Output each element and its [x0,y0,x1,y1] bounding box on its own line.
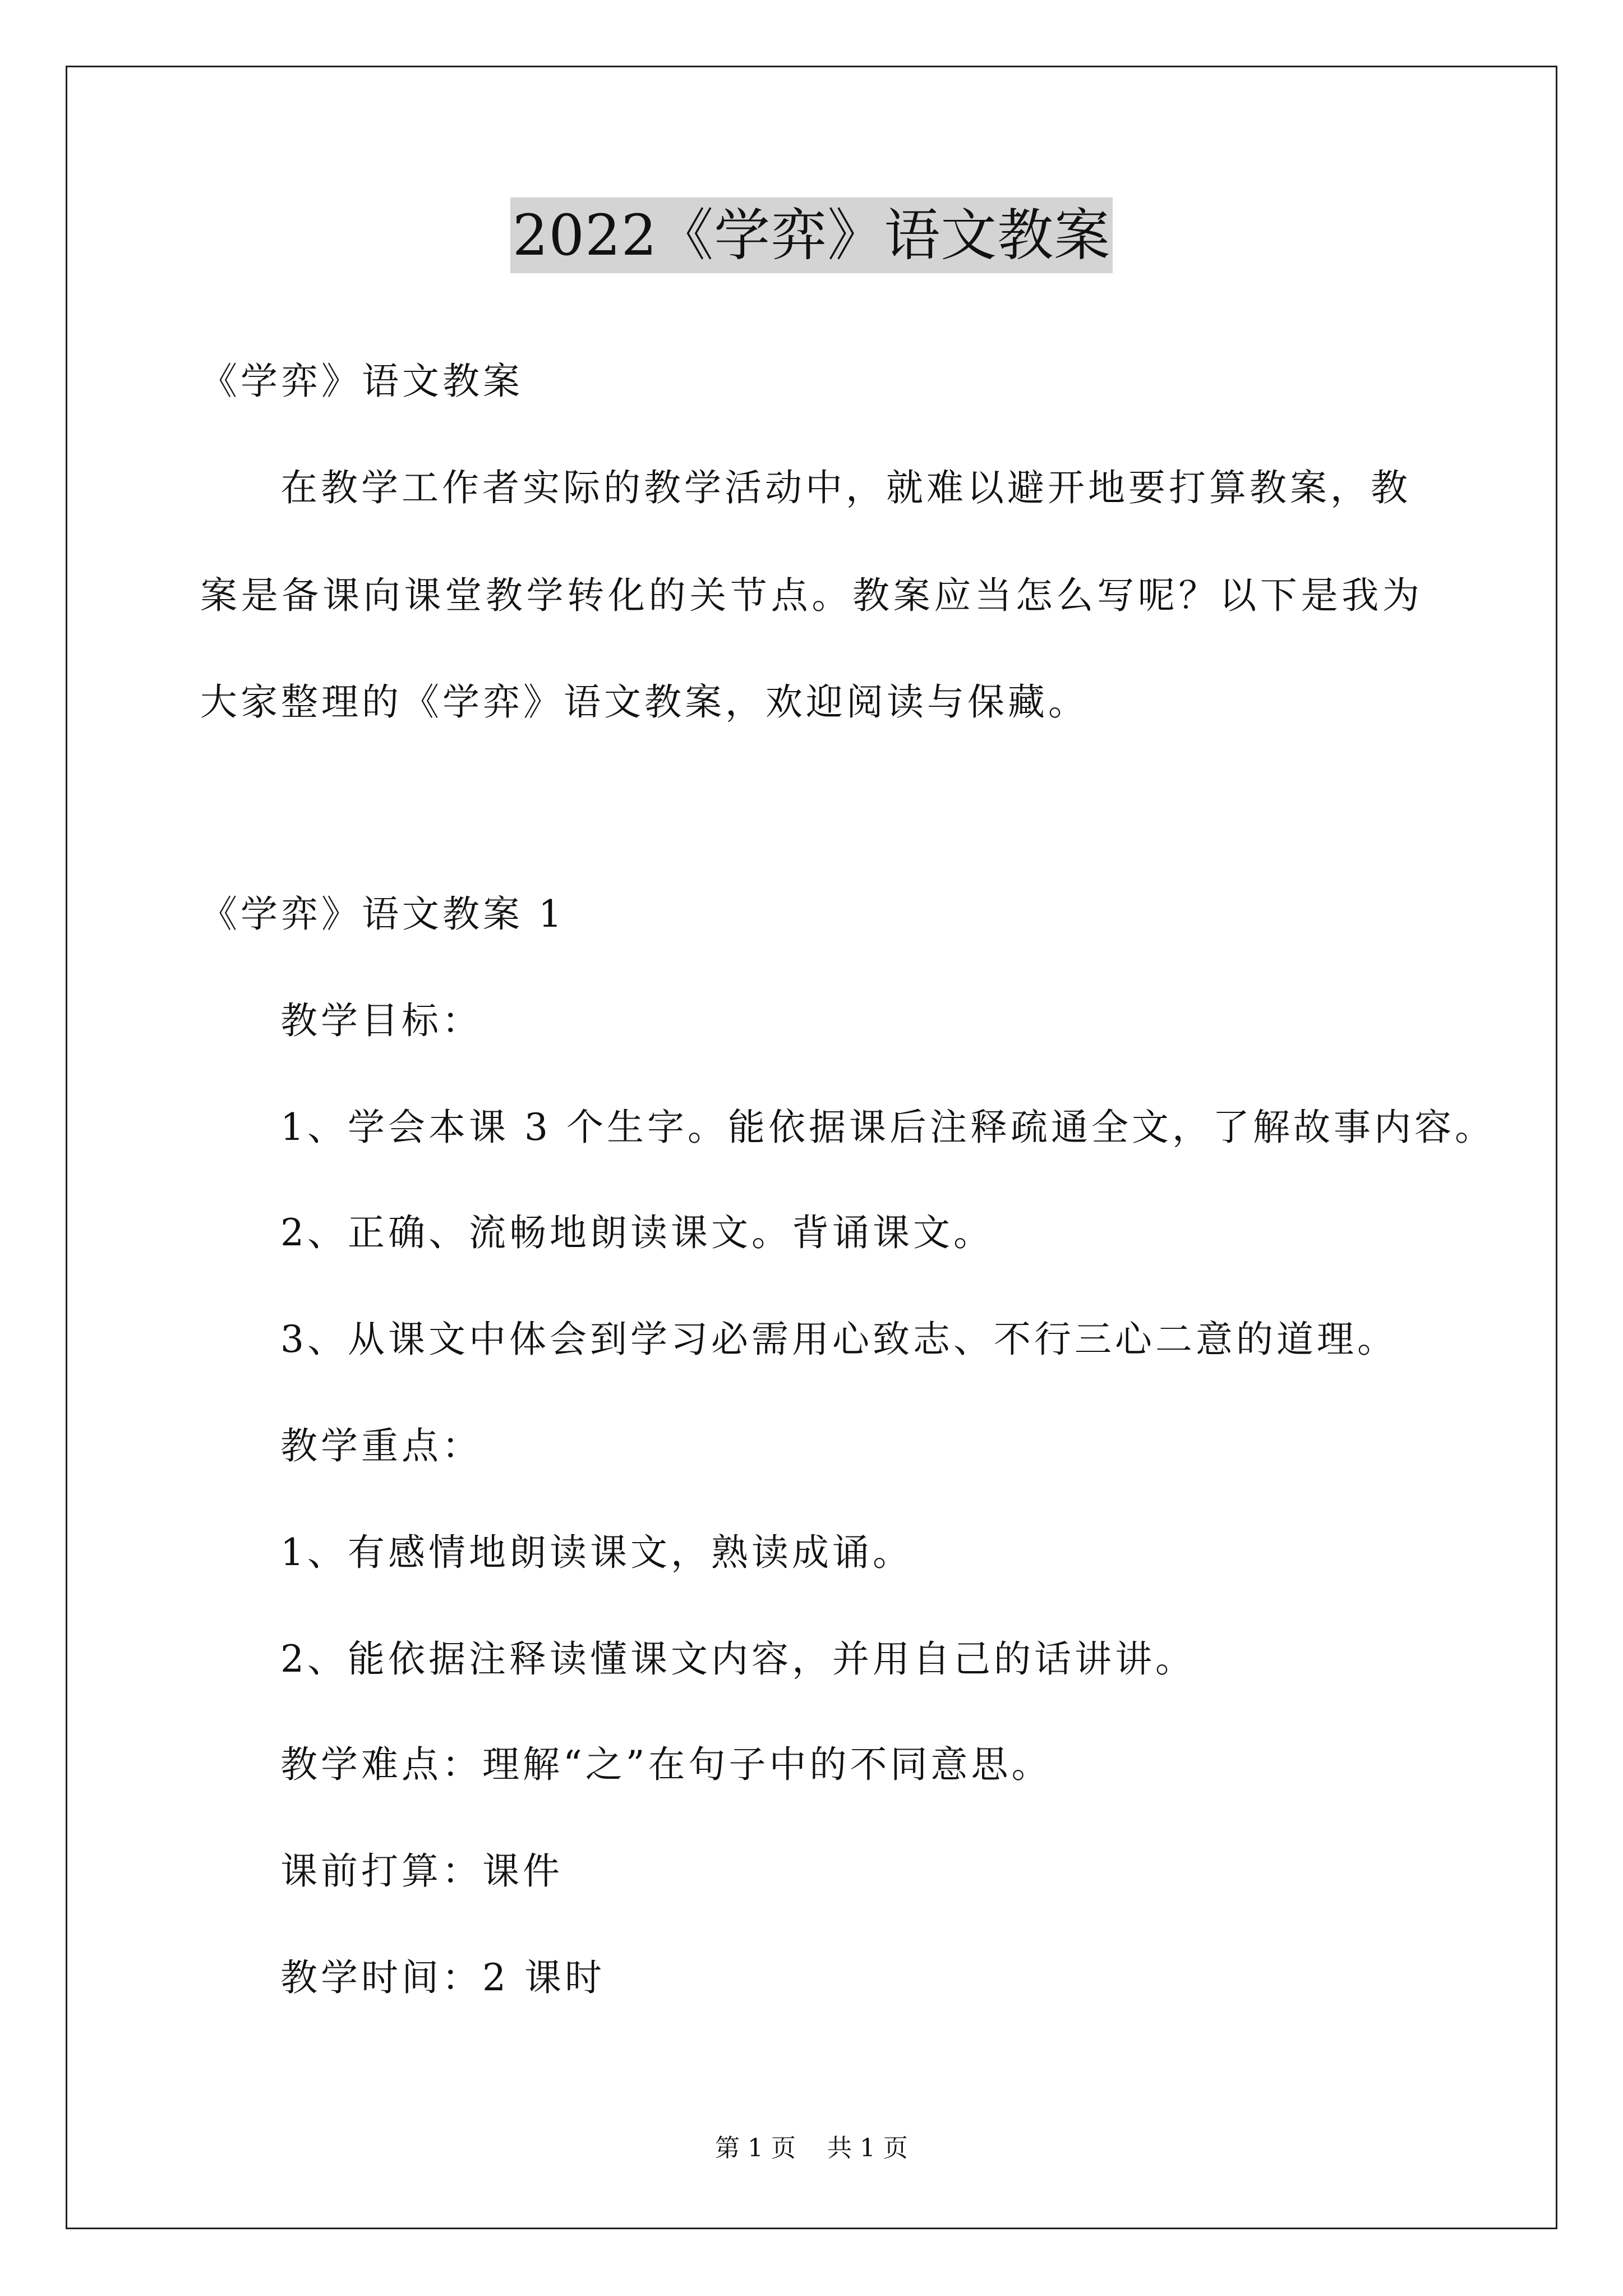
intro-line-1: 在教学工作者实际的教学活动中，就难以避开地要打算教案，教 [280,466,1411,509]
intro-line-2: 案是备课向课堂教学转化的关节点。教案应当怎么写呢？以下是我为 [200,574,1423,617]
body-line-6: 1、有感情地朗读课文，熟读成诵。 [280,1531,913,1574]
body-line-9: 课前打算：课件 [280,1849,563,1893]
title-container [0,197,1623,273]
body-line-7: 2、能依据注释读懂课文内容，并用自己的话讲讲。 [280,1637,1196,1681]
body-line-10: 教学时间：2 课时 [280,1956,605,1999]
page-footer: 第 1 页 共 1 页 [715,2134,908,2162]
body-line-8: 教学难点：理解“之”在句子中的不同意思。 [280,1743,1052,1786]
document-subtitle: 《学弈》语文教案 [200,360,523,403]
body-line-3: 2、正确、流畅地朗读课文。背诵课文。 [280,1211,994,1254]
section-heading: 《学弈》语文教案 1 [200,892,565,936]
body-line-2: 1、学会本课 3 个生字。能依据课后注释疏通全文，了解故事内容。 [280,1106,1495,1149]
intro-line-3: 大家整理的《学弈》语文教案，欢迎阅读与保藏。 [200,680,1089,724]
body-line-4: 3、从课文中体会到学习必需用心致志、不行三心二意的道理。 [280,1318,1398,1361]
document-title: 2022《学弈》语文教案 [510,197,1113,273]
body-line-1: 教学目标： [280,999,482,1042]
body-line-5: 教学重点： [280,1424,482,1467]
